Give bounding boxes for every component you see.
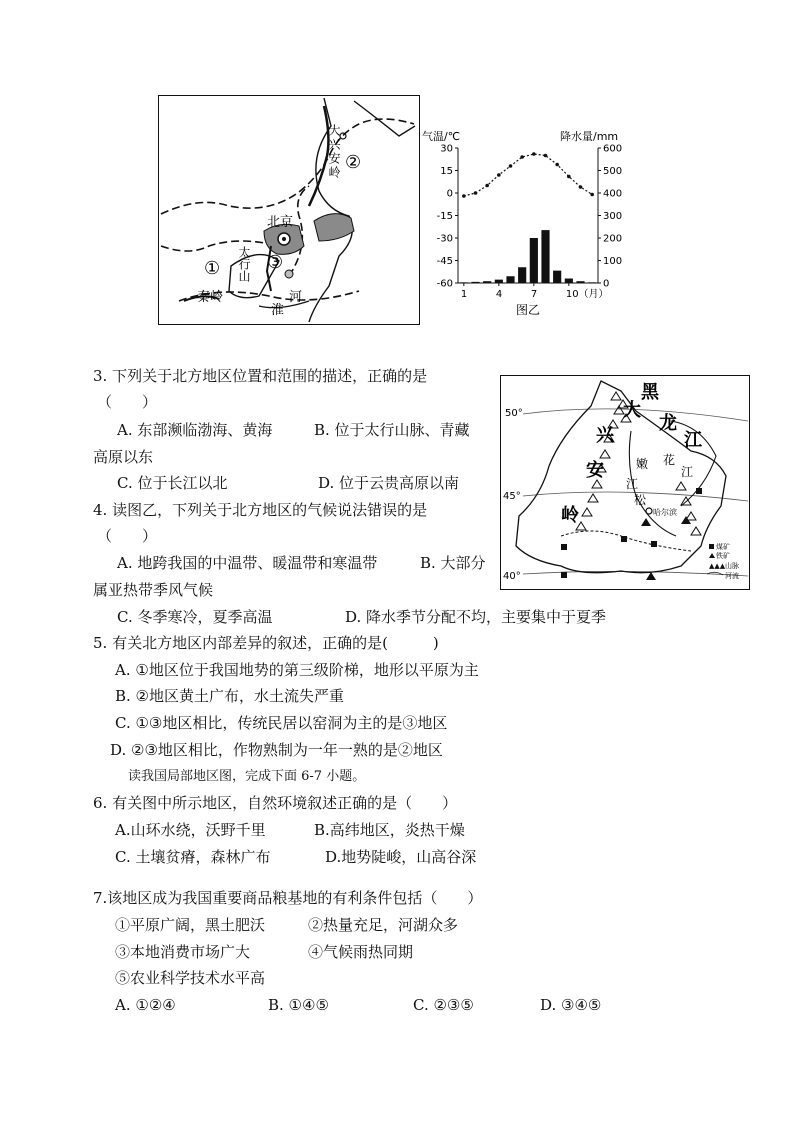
q3-stem: 3. 下列关于北方地区位置和范围的描述，正确的是	[93, 367, 428, 385]
region-3-label: ③	[267, 252, 284, 273]
chart-ylabel-left: 气温/℃	[422, 130, 461, 143]
temperature-line	[464, 154, 592, 196]
y-right-tick-label: 600	[603, 143, 623, 155]
q6-stem: 6. 有关图中所示地区，自然环境叙述正确的是（ ）	[93, 794, 458, 812]
mountain-symbol	[676, 482, 686, 490]
q3-option-c: C. 位于长江以北	[117, 474, 228, 492]
y-right-tick-label: 0	[603, 278, 610, 290]
temperature-point	[532, 152, 536, 156]
harbin-label: 哈尔滨	[653, 508, 677, 517]
coal-mine-marker	[651, 541, 657, 547]
temperature-point	[544, 154, 548, 158]
precip-bar	[588, 282, 596, 283]
q7-condition-4: ④气候雨热同期	[308, 943, 414, 961]
q7-option-a: A. ①②④	[115, 996, 176, 1014]
chart-line	[462, 152, 594, 198]
temperature-point	[567, 175, 571, 179]
map-northeast-drawing	[501, 376, 748, 588]
y-left-tick-label: 0	[446, 188, 453, 200]
q7-stem: 7.该地区成为我国重要商品粮基地的有利条件包括（ ）	[93, 889, 483, 907]
temperature-point	[474, 191, 478, 195]
y-right-tick-label: 100	[603, 256, 623, 267]
q3-option-a: A. 东部濒临渤海、黄海	[117, 421, 273, 439]
map-northeast	[500, 375, 750, 590]
temperature-point	[485, 184, 489, 188]
temperature-point	[497, 173, 501, 177]
precip-bar	[460, 282, 468, 283]
q6-option-d: D.地势陡峻，山高谷深	[325, 848, 477, 866]
precip-bar	[565, 279, 573, 284]
temperature-point	[590, 193, 594, 197]
bohai-region	[314, 214, 354, 241]
mountain-symbol	[600, 450, 610, 458]
coal-mine-marker	[696, 488, 702, 494]
lat-40-label: 40°	[503, 571, 521, 582]
climate-chart	[420, 128, 645, 318]
y-right-tick-label: 200	[603, 233, 623, 245]
q4-option-b: B. 大部分	[420, 554, 486, 572]
coal-mine-marker	[561, 572, 567, 578]
q5-option-a: A. ①地区位于我国地势的第三级阶梯，地形以平原为主	[115, 661, 479, 679]
q5-option-b: B. ②地区黄土广布，水土流失严重	[115, 687, 345, 705]
q4-option-c: C. 冬季寒冷，夏季高温	[117, 608, 273, 626]
border-line	[354, 101, 415, 136]
precip-bar	[471, 282, 479, 283]
region-2-label: ②	[345, 152, 362, 173]
q4-paren: （ ）	[97, 527, 158, 545]
iron-mine-marker	[646, 572, 656, 580]
xing-label: 兴	[596, 425, 614, 446]
daxinganling-label-1: 大兴安岭	[327, 124, 341, 180]
taihang-label: 太行山	[237, 246, 251, 282]
legend-iron: 铁矿	[716, 552, 730, 560]
he-label: 河	[289, 290, 303, 305]
q7-condition-2: ②热量充足，河湖众多	[308, 916, 459, 934]
nen-label: 嫩	[636, 457, 649, 471]
q5-stem: 5. 有关北方地区内部差异的叙述，正确的是( )	[93, 634, 439, 652]
y-left-tick-label: 15	[440, 166, 453, 177]
q4-option-a: A. 地跨我国的中温带、暖温带和寒温带	[117, 554, 378, 572]
jiang3-label: 江	[681, 465, 694, 479]
climate-chart-svg	[420, 128, 645, 318]
q3-option-b: B. 位于太行山脉、青藏	[314, 421, 470, 439]
coal-mine-marker	[561, 544, 567, 550]
q7-condition-5: ⑤农业科学技术水平高	[115, 969, 266, 987]
an-label: 安	[586, 460, 604, 481]
mountain-symbol	[592, 480, 602, 488]
chart-caption: 图乙	[516, 303, 541, 317]
boundary-line	[161, 241, 279, 251]
y-left-tick-label: -60	[436, 278, 453, 290]
region-1-label: ①	[204, 258, 221, 279]
y-left-tick-label: 30	[440, 143, 453, 155]
temperature-point	[579, 185, 583, 189]
iron-mine-marker	[641, 518, 651, 526]
q3-option-b-cont: 高原以东	[93, 448, 154, 466]
y-left-tick-label: -30	[436, 233, 453, 245]
q7-option-d: D. ③④⑤	[540, 996, 602, 1014]
legend-mountain-swatch: ▲▲▲	[709, 562, 726, 570]
city-marker	[285, 270, 293, 278]
da-label: 大	[623, 400, 641, 421]
q5-option-d: D. ②③地区相比，作物熟制为一年一熟的是②地区	[110, 741, 443, 759]
qinling-label: 秦岭	[197, 290, 224, 305]
temperature-point	[509, 164, 513, 168]
map-north-china-drawing	[159, 96, 418, 323]
q3-paren: （ ）	[97, 393, 158, 411]
precip-bar	[518, 267, 526, 283]
precip-bar	[541, 230, 549, 283]
precip-bar	[553, 271, 561, 283]
x-tick-label: 4	[495, 289, 503, 300]
mountain-symbol	[691, 527, 701, 535]
x-tick-label: 7	[530, 289, 538, 300]
q7-option-c: C. ②③⑤	[413, 996, 474, 1014]
y-left-tick-label: -15	[436, 211, 453, 222]
boundary-line	[161, 119, 414, 214]
beijing-marker-dot	[282, 237, 286, 241]
precip-bar	[495, 280, 503, 283]
q7-option-b: B. ①④⑤	[268, 996, 329, 1014]
chart-axes	[437, 144, 622, 301]
y-right-tick-label: 500	[603, 166, 623, 177]
song-label: 松	[634, 493, 647, 507]
q4-option-d: D. 降水季节分配不均，主要集中于夏季	[345, 608, 607, 626]
precip-bar	[576, 281, 584, 283]
legend-coal: 煤矿	[716, 543, 730, 551]
legend-coal-swatch	[709, 544, 714, 549]
legend-iron-swatch	[709, 553, 715, 558]
q6-option-a: A.山环水绕，沃野千里	[115, 821, 266, 839]
beijing-label: 北京	[267, 215, 294, 230]
y-right-tick-label: 300	[603, 211, 623, 222]
map-north-china	[158, 95, 420, 325]
lat-45-label: 45°	[503, 491, 521, 502]
legend-river: 河流	[725, 572, 739, 580]
precip-bar	[506, 276, 514, 283]
chart-bars	[460, 230, 597, 283]
harbin-marker	[646, 508, 652, 514]
q4-stem: 4. 读图乙，下列关于北方地区的气候说法错误的是	[93, 501, 428, 519]
mountain-symbol	[588, 494, 598, 502]
mountain-symbol	[611, 392, 621, 400]
lat-50-label: 50°	[505, 408, 523, 419]
temperature-point	[555, 163, 559, 167]
precip-bar	[530, 238, 538, 283]
coal-mine-marker	[621, 536, 627, 542]
q3-option-d: D. 位于云贵高原以南	[318, 474, 460, 492]
y-right-tick-label: 400	[603, 188, 623, 200]
q7-condition-1: ①平原广阔，黑土肥沃	[115, 916, 266, 934]
legend-mountain: 山脉	[725, 562, 739, 570]
temperature-point	[462, 194, 466, 198]
q5-option-c: C. ①③地区相比，传统民居以窑洞为主的是③地区	[115, 714, 448, 732]
hua-label: 花	[663, 453, 676, 467]
mountain-symbol	[582, 508, 592, 516]
precip-bar	[483, 281, 491, 283]
jiang2-label: 江	[626, 477, 639, 491]
hei-label: 黑	[641, 382, 659, 403]
long-label: 龙	[659, 413, 677, 434]
q6-option-c: C. 土壤贫瘠，森林广布	[115, 848, 271, 866]
x-tick-label: 10（月）	[565, 289, 609, 300]
y-left-tick-label: -45	[436, 256, 453, 267]
group-intro: 读我国局部地区图，完成下面 6-7 小题。	[128, 769, 366, 784]
q6-option-b: B.高纬地区，炎热干燥	[314, 821, 465, 839]
x-tick-label: 1	[460, 289, 468, 300]
huai-label: 淮	[271, 303, 285, 318]
q4-option-b-cont: 属亚热带季风气候	[93, 581, 214, 599]
ling-label: 岭	[561, 505, 579, 526]
chart-ylabel-right: 降水量/mm	[560, 130, 619, 143]
jiang-label: 江	[684, 430, 702, 451]
q7-condition-3: ③本地消费市场广大	[115, 943, 251, 961]
temperature-point	[520, 155, 524, 159]
